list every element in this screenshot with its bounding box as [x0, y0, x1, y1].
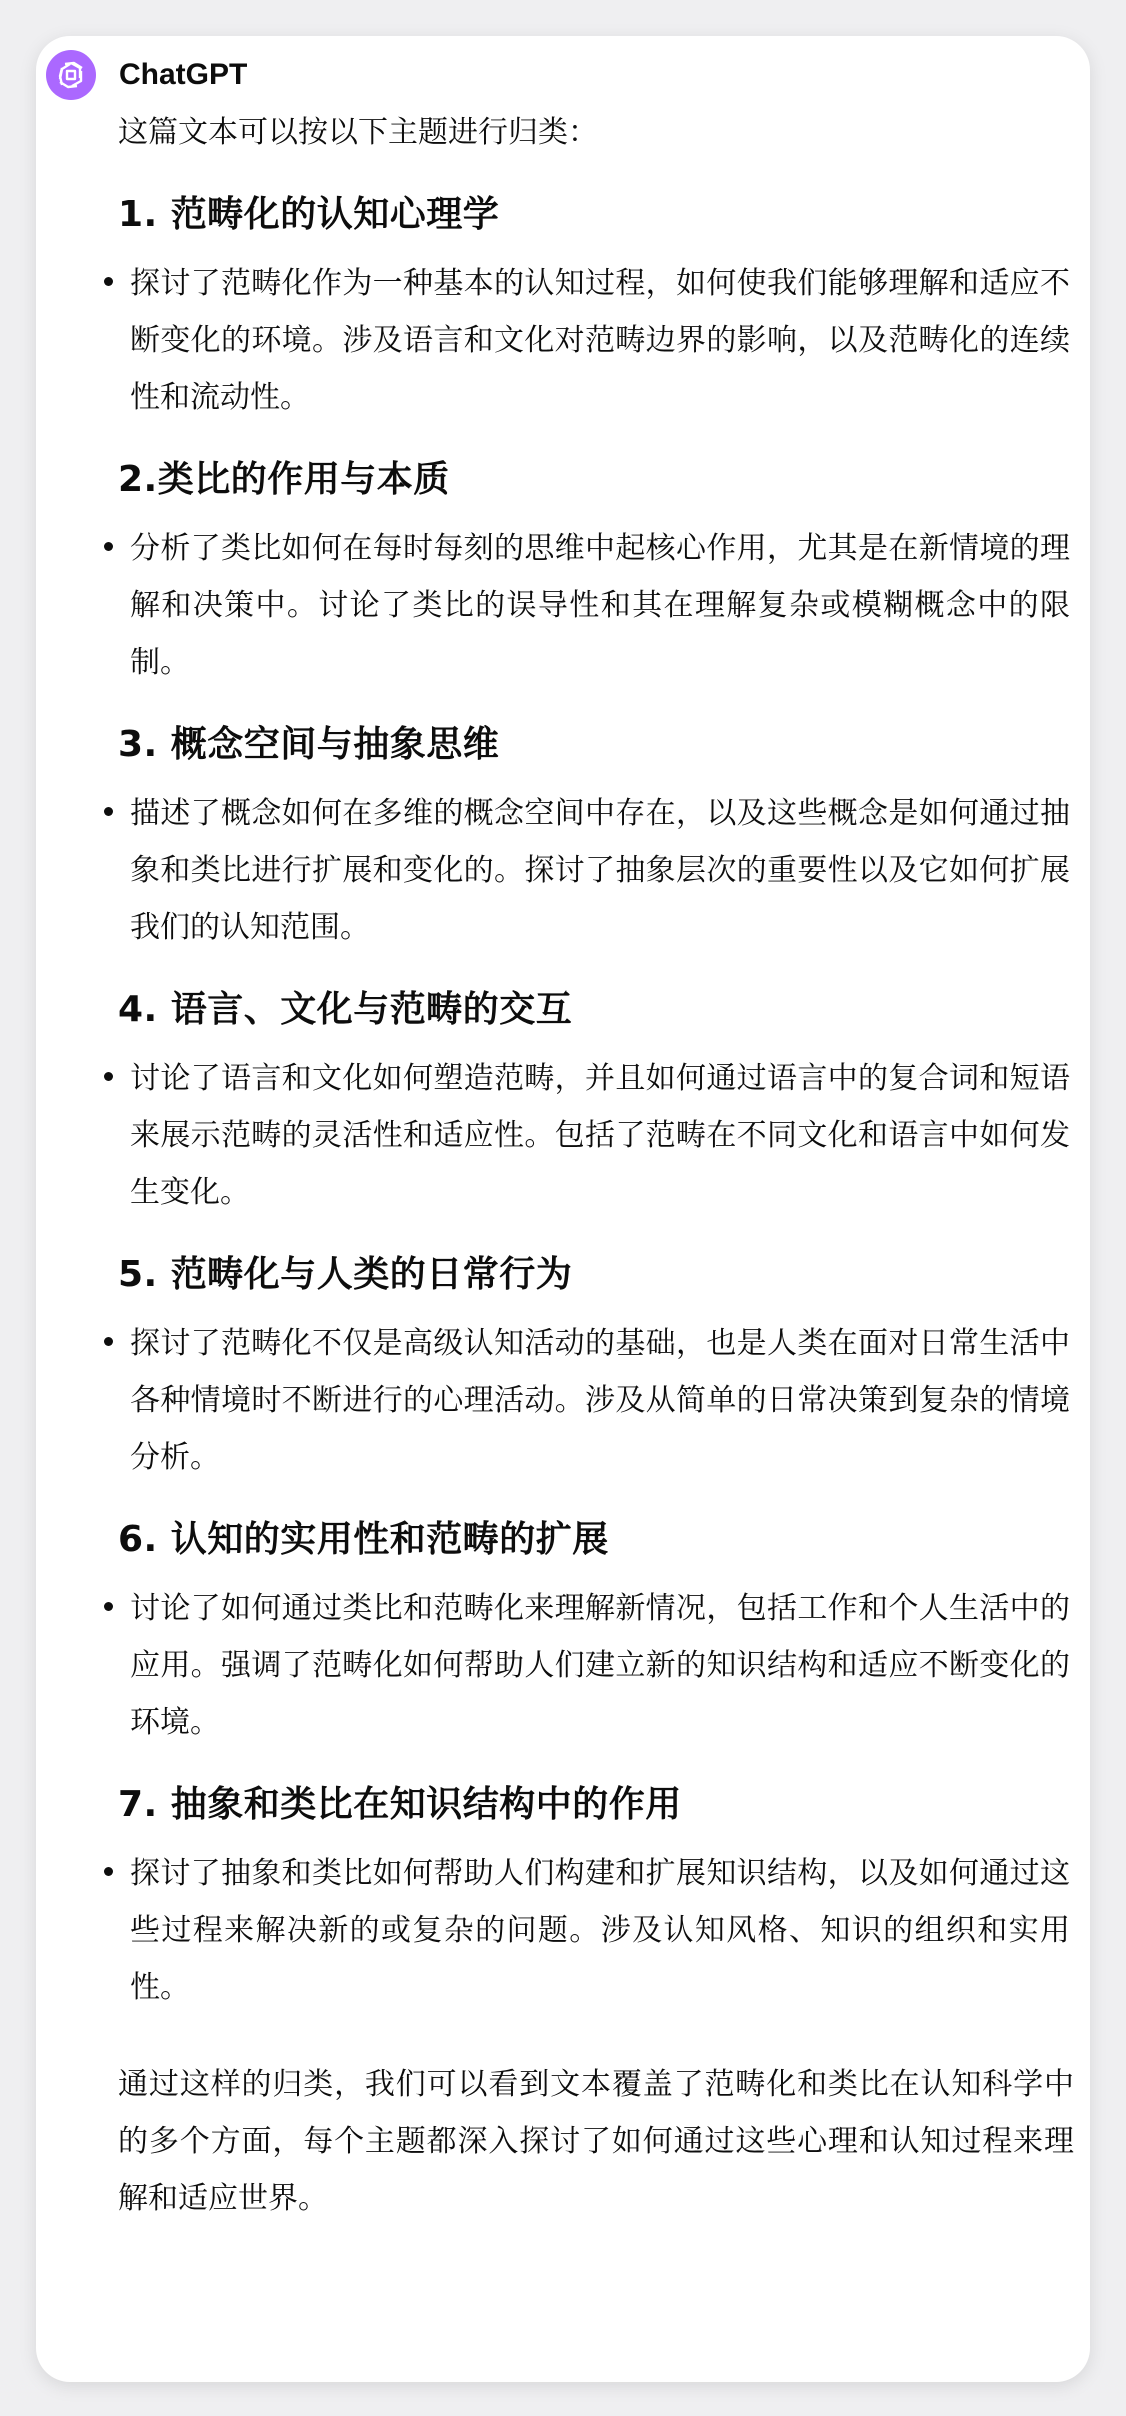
- section-title: 6. 认知的实用性和范畴的扩展: [118, 1519, 609, 1560]
- section-title: 2.类比的作用与本质: [118, 459, 450, 500]
- bullet-dot-icon: [104, 1602, 113, 1611]
- list-item: [118, 1845, 1076, 2016]
- list-item-text: 描述了概念如何在多维的概念空间中存在，以及这些概念是如何通过抽象和类比进行扩展和变化的。探讨了抽象层次的重要性以及它如何扩展我们的认知范围。: [130, 796, 1070, 945]
- bullet-dot-icon: [104, 807, 113, 816]
- section-title: 3. 概念空间与抽象思维: [118, 724, 500, 765]
- section-4: [118, 956, 1076, 1221]
- list-item-text: 探讨了抽象和类比如何帮助人们构建和扩展知识结构，以及如何通过这些过程来解决新的或复杂的问题。涉及认知风格、知识的组织和实用性。: [130, 1856, 1070, 2005]
- section-title: 4. 语言、文化与范畴的交互: [118, 989, 573, 1030]
- list-item-text: 分析了类比如何在每时每刻的思维中起核心作用，尤其是在新情境的理解和决策中。讨论了类比的误导性和其在理解复杂或模糊概念中的限制。: [130, 531, 1070, 680]
- openai-logo-icon: [46, 50, 96, 100]
- list-item: [118, 1050, 1076, 1221]
- message-header: [46, 48, 247, 102]
- bullet-dot-icon: [104, 1337, 113, 1346]
- section-title: 1. 范畴化的认知心理学: [118, 194, 500, 235]
- bullet-dot-icon: [104, 277, 113, 286]
- section-5: [118, 1221, 1076, 1486]
- list-item: [118, 785, 1076, 956]
- list-item-text: 探讨了范畴化不仅是高级认知活动的基础，也是人类在面对日常生活中各种情境时不断进行的心理活动。涉及从简单的日常决策到复杂的情境分析。: [130, 1326, 1070, 1475]
- list-item-text: 探讨了范畴化作为一种基本的认知过程，如何使我们能够理解和适应不断变化的环境。涉及语言和文化对范畴边界的影响，以及范畴化的连续性和流动性。: [130, 266, 1070, 415]
- list-item-text: 讨论了语言和文化如何塑造范畴，并且如何通过语言中的复合词和短语来展示范畴的灵活性和适应性。包括了范畴在不同文化和语言中如何发生变化。: [130, 1061, 1070, 1210]
- section-7: [118, 1751, 1076, 2016]
- list-item: [118, 255, 1076, 426]
- list-item: [118, 1315, 1076, 1486]
- section-title: 7. 抽象和类比在知识结构中的作用: [118, 1784, 682, 1825]
- openai-logo-icon-svg: [54, 58, 88, 92]
- bullet-dot-icon: [104, 1867, 113, 1876]
- chat-message-card: [36, 36, 1090, 2382]
- bullet-dot-icon: [104, 1072, 113, 1081]
- conclusion-text: 通过这样的归类，我们可以看到文本覆盖了范畴化和类比在认知科学中的多个方面，每个主题都深入探讨了如何通过这些心理和认知过程来理解和适应世界。: [118, 2067, 1074, 2216]
- sender-name: ChatGPT: [119, 58, 248, 91]
- list-item-text: 讨论了如何通过类比和范畴化来理解新情况，包括工作和个人生活中的应用。强调了范畴化如何帮助人们建立新的知识结构和适应不断变化的环境。: [130, 1591, 1070, 1740]
- list-item: [118, 520, 1076, 691]
- section-6: [118, 1486, 1076, 1751]
- bullet-dot-icon: [104, 542, 113, 551]
- message-content: [118, 104, 1076, 2227]
- intro-text: 这篇文本可以按以下主题进行归类：: [118, 115, 598, 150]
- section-2: [118, 426, 1076, 691]
- list-item: [118, 1580, 1076, 1751]
- section-3: [118, 691, 1076, 956]
- section-1: [118, 161, 1076, 426]
- section-title: 5. 范畴化与人类的日常行为: [118, 1254, 573, 1295]
